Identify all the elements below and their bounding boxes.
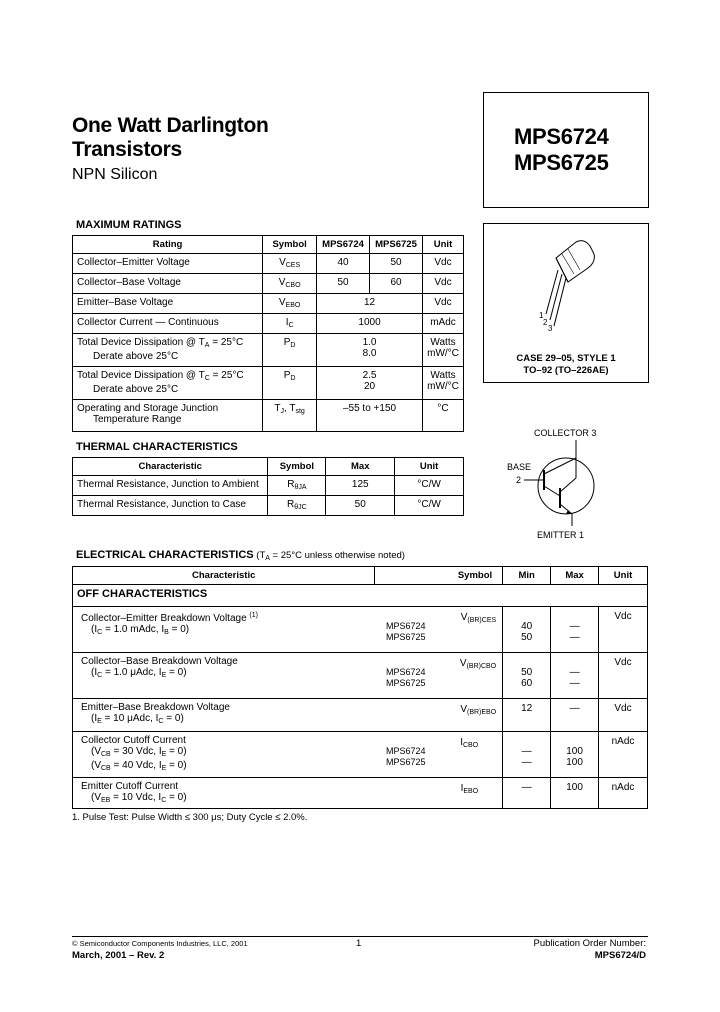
table-header-row	[73, 236, 464, 254]
publication-number: MPS6724/D	[594, 950, 646, 961]
col-header: Symbol	[263, 236, 317, 254]
table-row: Emitter–Base Breakdown Voltage ($I_E = 10$ μAdc, $I_C = 0$) $V_{(BR)EBO}$ 12 — Vdc	[73, 699, 648, 732]
document-subtitle: NPN Silicon	[72, 166, 158, 183]
col-header: Unit	[395, 458, 464, 476]
table-row: Collector Current — Continuous $I_C$ 1000 mAdc	[73, 314, 464, 334]
to92-package-drawing	[484, 224, 648, 344]
col-header: Min	[503, 567, 551, 585]
thermal-heading: THERMAL CHARACTERISTICS	[76, 441, 238, 453]
table-row: Collector Cutoff Current ($V_{CB} = 30$ Vdc, $I_E = 0$) ($V_{CB} = 40$ Vdc, $I_E = 0$) MPS6724 MPS6725 $I_{CBO}$ — — 100 100 nAdc	[73, 732, 648, 778]
col-header: Symbol	[268, 458, 326, 476]
page-number: 1	[356, 938, 362, 949]
col-header: MPS6724	[317, 236, 370, 254]
pin-label: 2	[543, 318, 548, 327]
pin-label: 3	[548, 324, 553, 333]
case-label: CASE 29–05, STYLE 1	[516, 353, 616, 364]
col-header: Characteristic	[73, 458, 268, 476]
col-header: Unit	[423, 236, 464, 254]
base-label: BASE	[507, 462, 532, 472]
table-header-row	[73, 567, 648, 585]
electrical-heading: ELECTRICAL CHARACTERISTICS ($T_A = 25^\circ C$ unless otherwise noted)	[76, 549, 405, 562]
col-header: Unit	[599, 567, 648, 585]
table-header-row	[73, 458, 464, 476]
table-row: Collector–Base Voltage $V_{CBO}$ 50 60 Vdc	[73, 274, 464, 294]
section-row: OFF CHARACTERISTICS	[73, 585, 648, 607]
table-row: Thermal Resistance, Junction to Ambient $R_{\theta JA}$ 125 °C/W	[73, 476, 464, 496]
col-header: Rating	[73, 236, 263, 254]
col-header: Max	[326, 458, 395, 476]
table-row: Emitter Cutoff Current ($V_{EB} = 10$ Vdc, $I_C = 0$) $I_{EBO}$ — 100 nAdc	[73, 778, 648, 809]
footer-divider	[72, 936, 648, 937]
table-row: Operating and Storage Junction Temperature Range $T_J$, $T_{stg}$ –55 to +150 °C	[73, 400, 464, 432]
base-pin-label: 2	[516, 475, 522, 485]
col-header: MPS6725	[370, 236, 423, 254]
copyright: © Semiconductor Components Industries, LLC, 2001	[72, 939, 248, 948]
table-row: Thermal Resistance, Junction to Case $R_{\theta JC}$ 50 °C/W	[73, 496, 464, 516]
col-header: Max	[551, 567, 599, 585]
case-style-label: TO–92 (TO–226AE)	[523, 365, 609, 376]
pin-label: 1	[539, 311, 544, 320]
table-row: Collector–Base Breakdown Voltage ($I_C = 1.0$ μAdc, $I_E = 0$) MPS6724 MPS6725 $V_{(BR)CBO}$ 50 60 — — Vdc	[73, 653, 648, 699]
max-ratings-heading: MAXIMUM RATINGS	[76, 219, 182, 231]
col-header: Symbol	[375, 567, 503, 585]
col-header: Characteristic	[73, 567, 375, 585]
electrical-table	[72, 566, 648, 809]
table-row: Collector–Emitter Breakdown Voltage $^{(1)}$ ($I_C = 1.0$ mAdc, $I_B = 0$) MPS6724 MPS6725 $V_{(BR)CES}$ 40 50 — — Vdc	[73, 607, 648, 653]
emitter-label: EMITTER 1	[537, 530, 585, 540]
table-row: Total Device Dissipation @ $T_C = 25^\circ C$ Derate above 25°C $P_D$ 2.5 20 Watts mW/°C	[73, 367, 464, 400]
footnote: 1. Pulse Test: Pulse Width ≤ 300 μs; Duty Cycle ≤ 2.0%.	[72, 812, 308, 823]
publication-label: Publication Order Number:	[533, 938, 646, 949]
revision-date: March, 2001 – Rev. 2	[72, 950, 165, 961]
part-number: MPS6725	[514, 150, 609, 175]
thermal-table	[72, 457, 464, 516]
darlington-schematic	[500, 422, 650, 544]
table-row: Emitter–Base Voltage $V_{EBO}$ 12 Vdc	[73, 294, 464, 314]
max-ratings-table	[72, 235, 464, 432]
table-row: Total Device Dissipation @ $T_A = 25^\circ C$ Derate above 25°C $P_D$ 1.0 8.0 Watts mW/°C	[73, 334, 464, 367]
part-number-box	[483, 92, 649, 208]
part-number: MPS6724	[514, 124, 609, 149]
collector-label: COLLECTOR 3	[534, 428, 597, 438]
package-box	[483, 223, 649, 383]
document-title: One Watt Darlington Transistors	[72, 114, 269, 161]
table-row: Collector–Emitter Voltage $V_{CES}$ 40 50 Vdc	[73, 254, 464, 274]
